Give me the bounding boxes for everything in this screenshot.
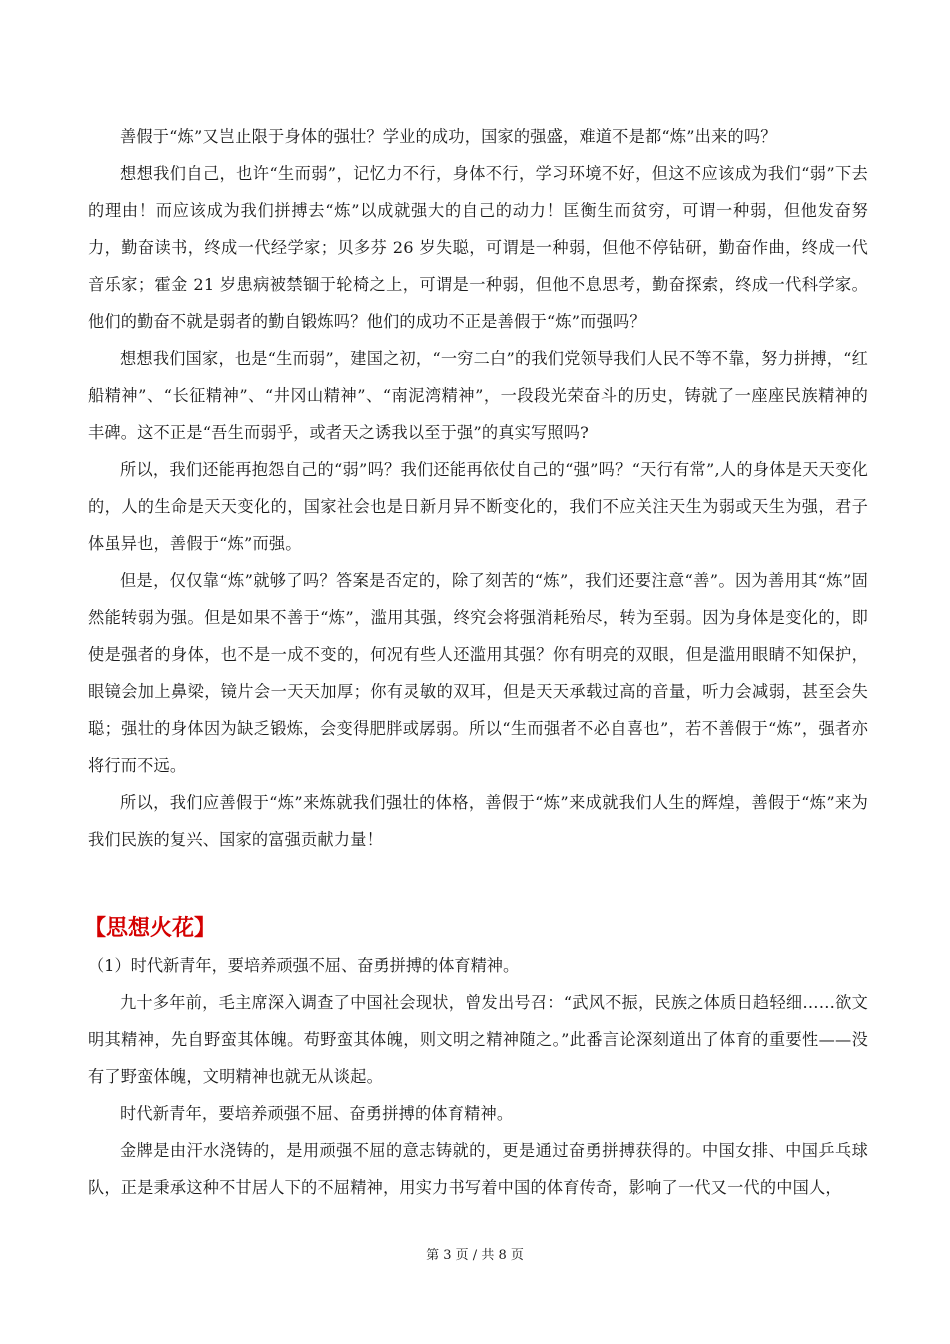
essay-paragraph-6: 所以，我们应善假于“炼”来炼就我们强壮的体格，善假于“炼”来成就我们人生的辉煌，善假于“炼”来为我们民族的复兴、国家的富强贡献力量！	[88, 793, 868, 849]
essay-paragraph-3: 想想我们国家，也是“生而弱”，建国之初，“一穷二白”的我们党领导我们人民不等不靠，努力拼搏，“红船精神”、“长征精神”、“井冈山精神”、“南泥湾精神”，一段段光荣奋斗的历史，铸就了一座座民族精神的丰碑。这不正是“吾生而弱乎，或者天之诱我以至于强”的真实写照吗?	[88, 349, 868, 442]
section-paragraph-1: 九十多年前，毛主席深入调查了中国社会现状，曾发出号召：“武风不振，民族之体质日趋轻细……欲文明其精神，先自野蛮其体魄。苟野蛮其体魄，则文明之精神随之。”此番言论深刻道出了体育的重要性——没有了野蛮体魄，文明精神也就无从谈起。	[88, 993, 868, 1086]
section-point-1: （1）时代新青年，要培养顽强不屈、奋勇拼搏的体育精神。	[88, 956, 520, 975]
document-page	[84, 118, 868, 1206]
essay-paragraph-5: 但是，仅仅靠“炼”就够了吗？答案是否定的，除了刻苦的“炼”，我们还要注意“善”。因为善用其“炼”固然能转弱为强。但是如果不善于“炼”，滥用其强，终究会将强消耗殆尽，转为至弱。因为身体是变化的，即使是强者的身体，也不是一成不变的，何况有些人还滥用其强？你有明亮的双眼，但是滥用眼睛不知保护，眼镜会加上鼻梁，镜片会一天天加厚；你有灵敏的双耳，但是天天承载过高的音量，听力会减弱，甚至会失聪；强壮的身体因为缺乏锻炼，会变得肥胖或孱弱。所以“生而强者不必自喜也”，若不善假于“炼”，强者亦将行而不远。	[88, 571, 868, 775]
essay-paragraph-2: 想想我们自己，也许“生而弱”，记忆力不行，身体不行，学习环境不好，但这不应该成为我们“弱”下去的理由！而应该成为我们拼搏去“炼”以成就强大的自己的动力！匡衡生而贫穷，可谓一种弱，但他发奋努力，勤奋读书，终成一代经学家；贝多芬 26 岁失聪，可谓是一种弱，但他不停钻研，勤奋作曲，终成一代音乐家；霍金 21 岁患病被禁锢于轮椅之上，可谓是一种弱，但他不息思考，勤奋探索，终成一代科学家。他们的勤奋不就是弱者的勤自锻炼吗？他们的成功不正是善假于“炼”而强吗？	[88, 164, 868, 331]
section-heading: 【思想火花】	[84, 916, 217, 941]
section-paragraph-3: 金牌是由汗水浇铸的，是用顽强不屈的意志铸就的，更是通过奋勇拼搏获得的。中国女排、中国乒乓球队，正是秉承这种不甘居人下的不屈精神，用实力书写着中国的体育传奇，影响了一代又一代的中国人，	[88, 1141, 868, 1197]
section-paragraph-2: 时代新青年，要培养顽强不屈、奋勇拼搏的体育精神。	[120, 1104, 514, 1123]
essay-paragraph-4: 所以，我们还能再抱怨自己的“弱”吗？我们还能再依仗自己的“强”吗？“天行有常”,人的身体是天天变化的，人的生命是天天变化的，国家社会也是日新月异不断变化的，我们不应关注天生为弱或天生为强，君子体虽异也，善假于“炼”而强。	[88, 460, 868, 553]
essay-paragraph-1: 善假于“炼”又岂止限于身体的强壮？学业的成功，国家的强盛，难道不是都“炼”出来的吗？	[120, 127, 777, 146]
page-number-footer: 第 3 页 / 共 8 页	[426, 1248, 524, 1263]
